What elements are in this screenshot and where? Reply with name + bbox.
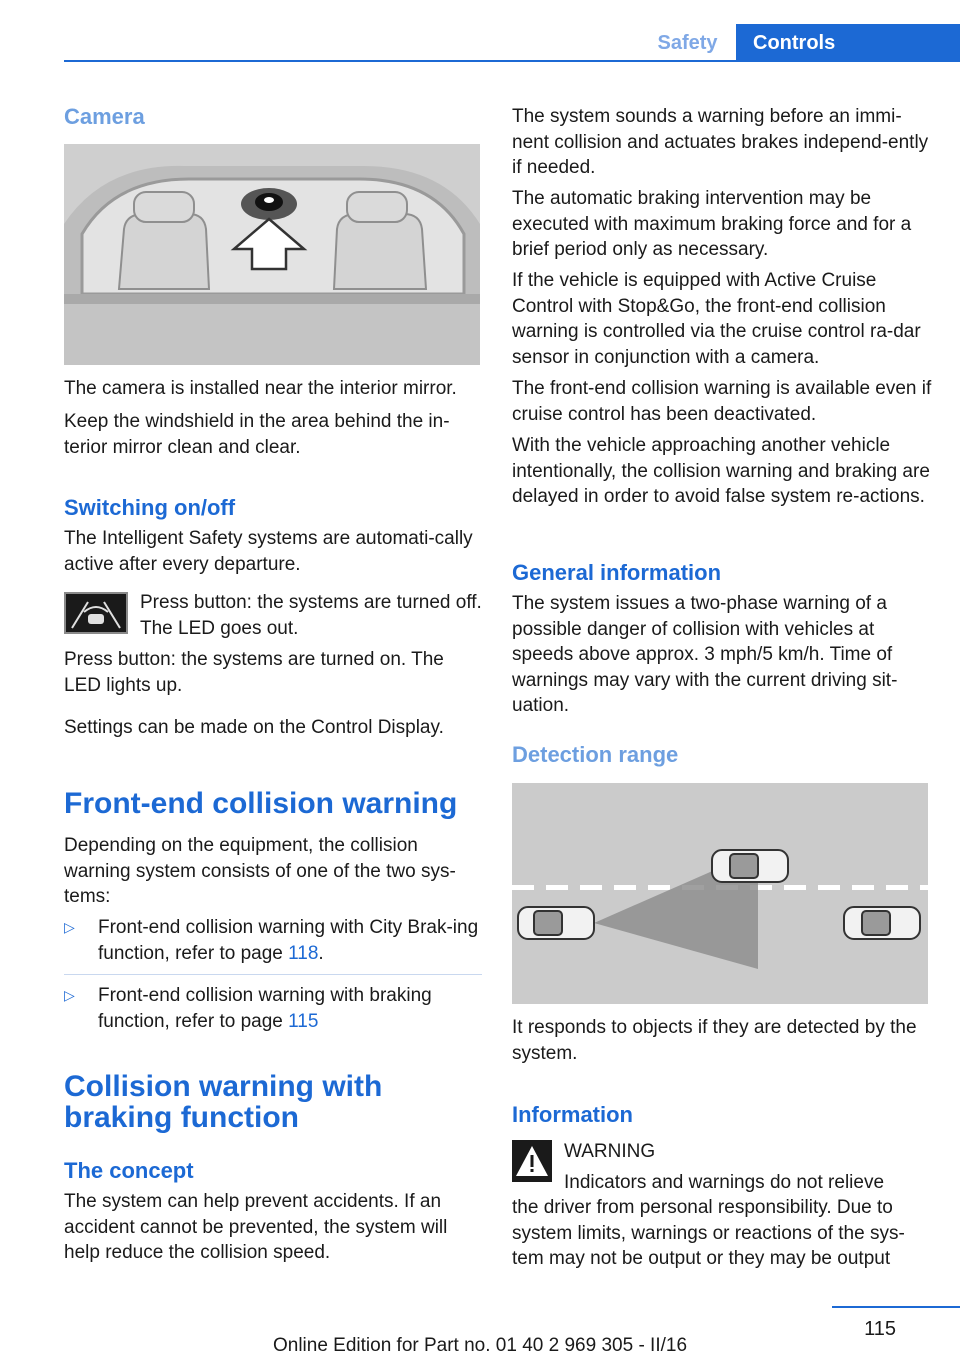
page-number: 115 — [864, 1318, 896, 1340]
bullet-text: Front-end collision warning with City Brak‐ing function, refer to page — [98, 917, 479, 964]
fcw-bullet-list — [64, 915, 482, 1034]
triangle-bullet-icon: ▷ — [64, 987, 75, 1003]
warning-text-continued: the driver from personal responsibility. Due to system limits, warnings or reactions of the sys‐tem may not be output or they may be output — [512, 1197, 905, 1269]
right-paragraph-2: The automatic braking intervention may be executed with maximum braking force and for a brief period only as necessary. — [512, 188, 912, 260]
camera-heading: Camera — [64, 104, 145, 129]
page-link-118[interactable]: 118 — [288, 942, 319, 964]
cwb-heading-line-1: Collision warning with — [64, 1070, 383, 1103]
concept-heading: The concept — [64, 1158, 194, 1183]
detection-range-illustration — [512, 783, 928, 1004]
page-link-115[interactable]: 115 — [288, 1010, 319, 1032]
bullet-text: Front-end collision warning with braking function, refer to page — [98, 985, 432, 1032]
warning-label: WARNING — [564, 1141, 656, 1162]
right-paragraph-3: If the vehicle is equipped with Active Cruise Control with Stop&Go, the front-end collision warning is controlled via the cruise control ra‐dar sensor in conjunction with a camera. — [512, 270, 921, 368]
footer-rule — [832, 1306, 960, 1308]
warning-triangle-icon — [512, 1140, 552, 1182]
camera-paragraph-2: Keep the windshield in the area behind the in‐terior mirror clean and clear. — [64, 411, 450, 458]
switching-paragraph-2: Press button: the systems are turned on. The LED lights up. — [64, 649, 444, 696]
right-paragraph-1: The system sounds a warning before an immi‐nent collision and actuates brakes independ‐ently if needed. — [512, 106, 929, 178]
button-description: Press button: the systems are turned off. The LED goes out. — [140, 592, 482, 639]
fcw-heading: Front-end collision warning — [64, 787, 458, 820]
right-paragraph-4: The front-end collision warning is available even if cruise control has been deactivated. — [512, 378, 932, 425]
detection-range-heading: Detection range — [512, 742, 679, 767]
header-rule — [64, 60, 960, 62]
switching-heading: Switching on/off — [64, 495, 236, 520]
switching-paragraph-1: The Intelligent Safety systems are automati‐cally active after every departure. — [64, 528, 473, 575]
bullet-suffix: . — [318, 942, 324, 964]
general-info-paragraph: The system issues a two-phase warning of a possible danger of collision with vehicles at speeds above approx. 3 mph/5 km/h. Time of warnings may vary with the current driving sit‐uation. — [512, 593, 898, 716]
list-item — [64, 915, 482, 966]
footer-edition: Online Edition for Part no. 01 40 2 969 305 - II/16 — [272, 1335, 688, 1356]
right-paragraph-5: With the vehicle approaching another vehicle intentionally, the collision warning and braking are delayed in order to avoid false system re‐actions. — [512, 435, 930, 507]
list-divider — [64, 974, 482, 975]
information-heading: Information — [512, 1102, 633, 1127]
header-chapter-tab[interactable]: Controls — [736, 24, 960, 62]
fcw-paragraph-1: Depending on the equipment, the collision warning system consists of one of the two sys‐tems: — [64, 835, 456, 907]
general-info-heading: General information — [512, 560, 722, 585]
camera-paragraph-1: The camera is installed near the interior mirror. — [64, 378, 457, 399]
header-section-tab[interactable]: Safety — [657, 31, 718, 54]
concept-paragraph: The system can help prevent accidents. If an accident cannot be prevented, the system will help reduce the collision speed. — [64, 1191, 448, 1263]
warning-text-line-1: Indicators and warnings do not relieve — [564, 1172, 885, 1193]
safety-button-icon — [64, 592, 128, 634]
camera-illustration — [64, 144, 480, 365]
detection-range-paragraph: It responds to objects if they are detected by the system. — [512, 1017, 917, 1064]
triangle-bullet-icon: ▷ — [64, 919, 75, 935]
cwb-heading-line-2: braking function — [64, 1101, 299, 1134]
switching-paragraph-3: Settings can be made on the Control Display. — [64, 717, 444, 738]
list-item — [64, 983, 482, 1034]
